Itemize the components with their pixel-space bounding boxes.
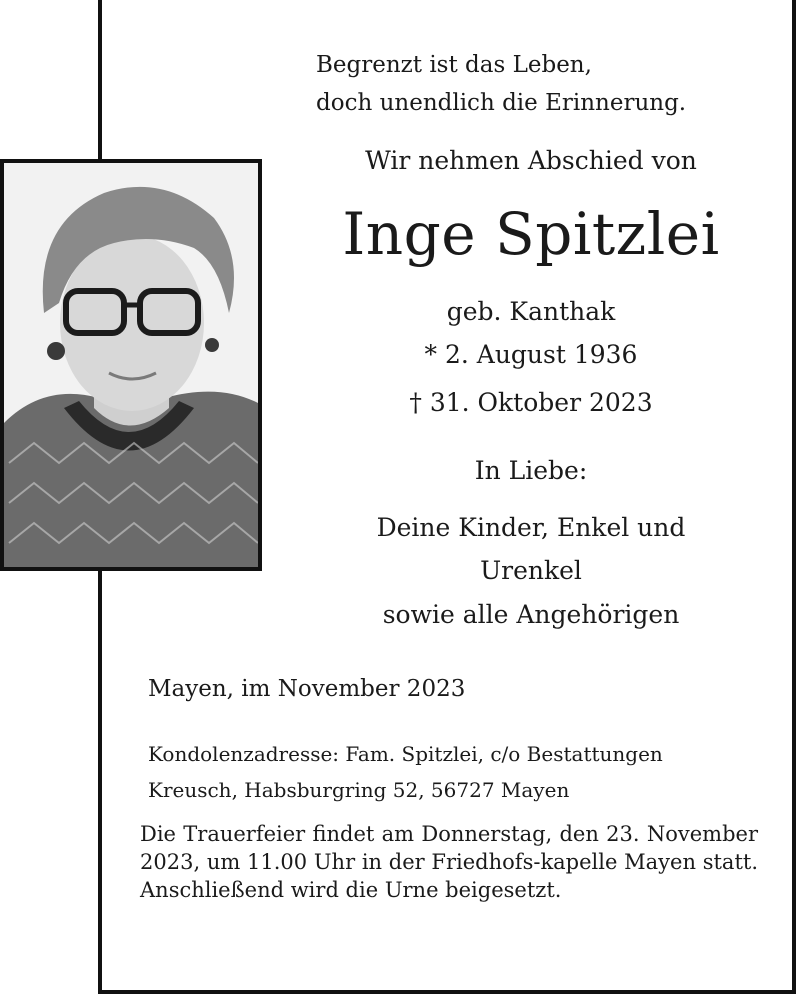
funeral-notice: Die Trauerfeier findet am Donnerstag, den 23. November 2023, um 11.00 Uhr in der Friedhofs-kapelle Mayen statt. Anschließend wird die Urne beigesetzt. xyxy=(140,822,758,902)
deceased-name: Inge Spitzlei xyxy=(342,200,720,268)
place-date: Mayen, im November 2023 xyxy=(148,676,466,702)
mourners-line-1: Deine Kinder, Enkel und xyxy=(376,513,686,542)
mourners-heading: In Liebe: xyxy=(474,456,588,485)
portrait-image xyxy=(4,163,258,567)
motto-line-1: Begrenzt ist das Leben, xyxy=(316,52,592,78)
birth-name: geb. Kanthak xyxy=(446,297,616,326)
intro-text: Wir nehmen Abschied von xyxy=(365,146,697,175)
mourners-line-3: sowie alle Angehörigen xyxy=(382,600,680,629)
mourners-line-2: Urenkel xyxy=(480,556,582,585)
death-date: † 31. Oktober 2023 xyxy=(409,388,653,417)
condolence-address-line-1: Kondolenzadresse: Fam. Spitzlei, c/o Bestattungen xyxy=(148,742,663,766)
condolence-address-line-2: Kreusch, Habsburgring 52, 56727 Mayen xyxy=(148,778,570,802)
portrait-photo xyxy=(0,159,262,571)
motto-line-2: doch unendlich die Erinnerung. xyxy=(316,90,687,116)
birth-date: * 2. August 1936 xyxy=(424,340,638,369)
